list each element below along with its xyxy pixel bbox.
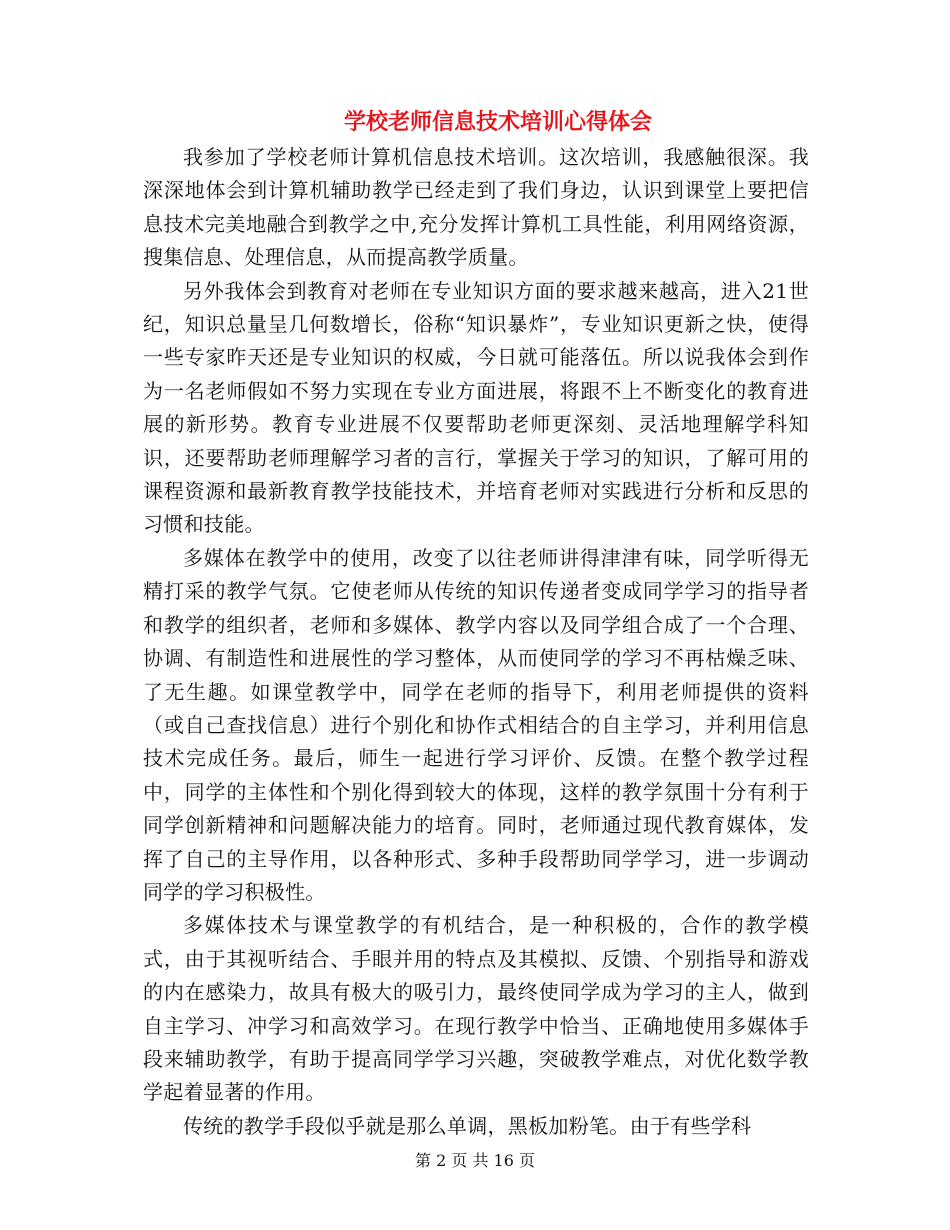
page-number-indicator: 第 2 页 共 16 页 [415, 1151, 535, 1170]
paragraph-4: 多媒体技术与课堂教学的有机结合，是一种积极的，合作的教学模式，由于其视听结合、手眼并用的特点及其模拟、反馈、个别指导和游戏的内在感染力，故具有极大的吸引力，最终使同学成为学习的主人，做到自主学习、冲学习和高效学习。在现行教学中恰当、正确地使用多媒体手段来辅助教学，有助于提高同学学习兴趣，突破教学难点，对优化数学教学起着显著的作用。 [143, 913, 809, 1105]
page-footer [0, 1150, 950, 1172]
paragraph-2: 另外我体会到教育对老师在专业知识方面的要求越来越高，进入21世纪，知识总量呈几何数增长，俗称“知识暴炸”，专业知识更新之快，使得一些专家昨天还是专业知识的权威，今日就可能落伍。所以说我体会到作为一名老师假如不努力实现在专业方面进展，将跟不上不断变化的教育进展的新形势。教育专业进展不仅要帮助老师更深刻、灵活地理解学科知识，还要帮助老师理解学习者的言行，掌握关于学习的知识，了解可用的课程资源和最新教育教学技能技术，并培育老师对实践进行分析和反思的习惯和技能。 [143, 278, 809, 537]
paragraph-3: 多媒体在教学中的使用，改变了以往老师讲得津津有味，同学听得无精打采的教学气氛。它使老师从传统的知识传递者变成同学学习的指导者和教学的组织者，老师和多媒体、教学内容以及同学组合成了一个合理、协调、有制造性和进展性的学习整体，从而使同学的学习不再枯燥乏味、了无生趣。如课堂教学中，同学在老师的指导下，利用老师提供的资料（或自己查找信息）进行个别化和协作式相结合的自主学习，并利用信息技术完成任务。最后，师生一起进行学习评价、反馈。在整个教学过程中，同学的主体性和个别化得到较大的体现，这样的教学氛围十分有利于同学创新精神和问题解决能力的培育。同时，老师通过现代教育媒体，发挥了自己的主导作用，以各种形式、多种手段帮助同学学习，进一步调动同学的学习积极性。 [143, 545, 809, 904]
paragraph-1: 我参加了学校老师计算机信息技术培训。这次培训，我感触很深。我深深地体会到计算机辅助教学已经走到了我们身边，认识到课堂上要把信息技术完美地融合到教学之中,充分发挥计算机工具性能，利用网络资源，搜集信息、处理信息，从而提高教学质量。 [143, 145, 809, 270]
paragraph-5: 传统的教学手段似乎就是那么单调，黑板加粉笔。由于有些学科 [183, 1113, 752, 1138]
document-body [143, 141, 809, 1143]
document-title: 学校老师信息技术培训心得体会 [343, 109, 652, 135]
